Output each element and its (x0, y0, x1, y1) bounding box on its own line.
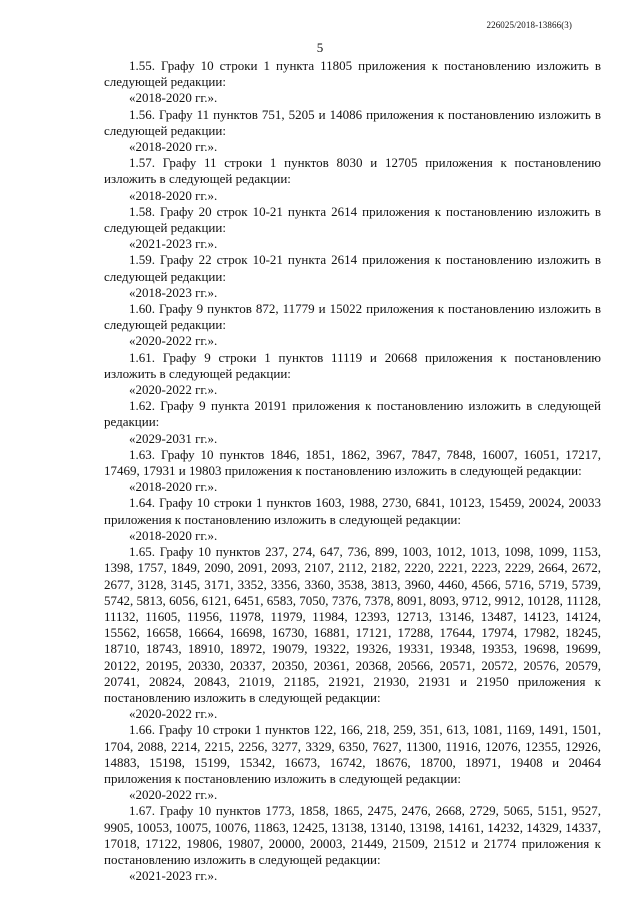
amendment-paragraph: 1.66. Графу 10 строки 1 пунктов 122, 166, 218, 259, 351, 613, 1081, 1169, 1491, 1501, 1704, 2088, 2214, 2215, 2256, 3277, 3329, 6350, 7627, 11300, 11916, 12076, 12355, 12926, 14883, 15198, 15199, 15342, 16673, 16742, 18676, 18700, 18971, 19408 и 20464 приложения к постановлению изложить в следующей редакции: (104, 722, 601, 786)
amendment-quote: «2020-2022 гг.». (129, 787, 218, 803)
amendment-quote: «2020-2022 гг.». (129, 706, 218, 722)
amendment-quote: «2020-2022 гг.». (129, 333, 218, 349)
amendment-paragraph: 1.58. Графу 20 строк 10-21 пункта 2614 приложения к постановлению изложить в следующей редакции: (104, 203, 601, 236)
amendment-quote: «2018-2023 гг.». (129, 284, 218, 300)
amendment-paragraph: 1.62. Графу 9 пункта 20191 приложения к постановлению изложить в следующей редакции: (104, 398, 601, 430)
amendment-paragraph: 1.57. Графу 11 строки 1 пунктов 8030 и 12705 приложения к постановлению изложить в следующей редакции: (104, 155, 601, 187)
amendment-quote: «2018-2020 гг.». (129, 139, 218, 155)
amendment-paragraph: 1.60. Графу 9 пунктов 872, 11779 и 15022 приложения к постановлению изложить в следующей редакции: (104, 301, 601, 333)
amendment-paragraph: 1.63. Графу 10 пунктов 1846, 1851, 1862, 3967, 7847, 7848, 16007, 16051, 17217, 17469, 17931 и 19803 приложения к постановлению изложить в следующей редакции: (104, 446, 601, 479)
amendment-paragraph: 1.59. Графу 22 строк 10-21 пункта 2614 приложения к постановлению изложить в следующей редакции: (104, 252, 601, 284)
amendment-quote: «2021-2023 гг.». (129, 868, 218, 884)
amendment-paragraph: 1.64. Графу 10 строки 1 пунктов 1603, 1988, 2730, 6841, 10123, 15459, 20024, 20033 приложения к постановлению изложить в следующей редакции: (104, 495, 601, 527)
amendment-quote: «2021-2023 гг.». (129, 236, 218, 252)
document-id: 226025/2018-13866(3) (486, 20, 572, 30)
amendment-paragraph: 1.56. Графу 11 пунктов 751, 5205 и 14086 приложения к постановлению изложить в следующей редакции: (104, 106, 601, 138)
amendment-quote: «2018-2020 гг.». (129, 527, 218, 543)
amendment-quote: «2018-2020 гг.». (129, 187, 218, 203)
amendment-paragraph: 1.61. Графу 9 строки 1 пунктов 11119 и 20668 приложения к постановлению изложить в следующей редакции: (104, 349, 601, 381)
amendment-quote: «2020-2022 гг.». (129, 382, 218, 398)
amendment-paragraph: 1.65. Графу 10 пунктов 237, 274, 647, 736, 899, 1003, 1012, 1013, 1098, 1099, 1153, 1398, 1757, 1849, 2090, 2091, 2093, 2107, 2112, 2182, 2220, 2221, 2223, 2229, 2664, 2672, 2677, 3128, 3145, 3171, 3352, 3356, 3360, 3538, 3813, 3960, 4460, 4566, 5716, 5719, 5739, 5742, 5813, 6056, 6121, 6451, 6583, 7050, 7376, 7378, 8091, 8093, 9712, 9912, 10128, 11128, 11132, 11605, 11956, 11978, 11979, 11984, 12393, 12713, 13146, 13487, 14123, 14124, 15562, 16658, 16664, 16698, 16730, 16881, 17121, 17288, 17644, 17974, 17982, 18245, 18710, 18743, 18910, 18972, 19079, 19322, 19326, 19331, 19348, 19353, 19698, 19699, 20122, 20195, 20330, 20337, 20350, 20361, 20368, 20566, 20571, 20572, 20576, 20579, 20741, 20824, 20843, 21019, 21185, 21921, 21930, 21931 и 21950 приложения к постановлению изложить в следующей редакции: (104, 544, 601, 705)
amendment-quote: «2018-2020 гг.». (129, 90, 218, 106)
amendment-quote: «2029-2031 гг.». (129, 430, 218, 446)
amendment-quote: «2018-2020 гг.». (129, 479, 218, 495)
document-body (104, 58, 601, 884)
page-number: 5 (316, 40, 324, 55)
amendment-paragraph: 1.67. Графу 10 пунктов 1773, 1858, 1865, 2475, 2476, 2668, 2729, 5065, 5151, 9527, 9905, 10053, 10075, 10076, 11863, 12425, 13138, 13140, 13198, 14161, 14232, 14329, 14337, 17018, 17122, 19806, 19807, 20000, 20003, 21449, 21509, 21512 и 21774 приложения к постановлению изложить в следующей редакции: (104, 803, 601, 867)
amendment-paragraph: 1.55. Графу 10 строки 1 пункта 11805 приложения к постановлению изложить в следующей редакции: (104, 58, 601, 90)
